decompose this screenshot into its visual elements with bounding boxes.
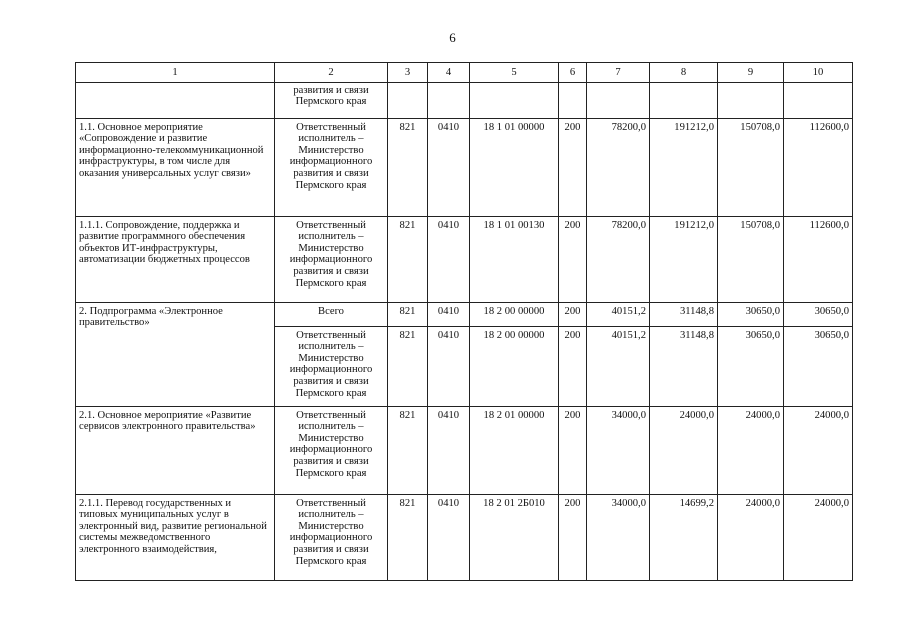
measure-name-cell: 1.1.1. Сопровождение, поддержка и развитие программного обеспечения объектов ИТ-инфраструктуры, автоматизации бюджетных процессов [76,216,275,302]
column-header: 4 [428,63,470,83]
grbs-cell: 821 [388,216,428,302]
amount-cell: 34000,0 [587,494,650,580]
amount-cell [587,82,650,118]
amount-cell [650,82,718,118]
amount-cell [718,82,784,118]
column-header: 3 [388,63,428,83]
expense-type-cell [559,82,587,118]
amount-cell: 31148,8 [650,326,718,406]
grbs-cell: 821 [388,494,428,580]
amount-cell: 30650,0 [718,326,784,406]
executor-cell: Ответственный исполнитель – Министерство информационного развития и связи Пермского края [275,118,388,216]
target-article-cell [470,82,559,118]
measure-name-cell [76,82,275,118]
table-row [76,406,853,494]
amount-cell: 24000,0 [784,406,853,494]
measure-name-cell: 2.1. Основное мероприятие «Развитие сервисов электронного правительства» [76,406,275,494]
section-cell: 0410 [428,118,470,216]
table-row [76,216,853,302]
target-article-cell: 18 1 01 00130 [470,216,559,302]
column-header: 9 [718,63,784,83]
column-header: 6 [559,63,587,83]
amount-cell: 112600,0 [784,118,853,216]
executor-cell: Ответственный исполнитель – Министерство информационного развития и связи Пермского края [275,326,388,406]
column-header: 1 [76,63,275,83]
amount-cell: 31148,8 [650,302,718,326]
grbs-cell: 821 [388,326,428,406]
amount-cell: 30650,0 [718,302,784,326]
target-article-cell: 18 2 01 00000 [470,406,559,494]
expense-type-cell: 200 [559,406,587,494]
target-article-cell: 18 2 01 2Б010 [470,494,559,580]
executor-text: развития и связи Пермского края [293,84,369,108]
measure-name-cell: 2. Подпрограмма «Электронное правительство» [76,302,275,406]
amount-cell: 24000,0 [650,406,718,494]
table-row [76,118,853,216]
amount-cell: 40151,2 [587,326,650,406]
table-row [76,302,853,326]
amount-cell: 40151,2 [587,302,650,326]
target-article-cell: 18 2 00 00000 [470,302,559,326]
amount-cell: 112600,0 [784,216,853,302]
amount-cell [784,82,853,118]
expense-type-cell: 200 [559,494,587,580]
measure-name-cell: 2.1.1. Перевод государственных и типовых муниципальных услуг в электронный вид, развитие региональной системы межведомственного электронного взаимодействия, [76,494,275,580]
amount-cell: 30650,0 [784,302,853,326]
amount-cell: 191212,0 [650,216,718,302]
executor-cell [275,82,388,118]
grbs-cell: 821 [388,406,428,494]
amount-cell: 150708,0 [718,118,784,216]
amount-cell: 24000,0 [718,494,784,580]
expense-type-cell: 200 [559,216,587,302]
section-cell: 0410 [428,302,470,326]
executor-cell: Ответственный исполнитель – Министерство информационного развития и связи Пермского края [275,494,388,580]
section-cell: 0410 [428,216,470,302]
amount-cell: 78200,0 [587,118,650,216]
expense-type-cell: 200 [559,118,587,216]
amount-cell: 34000,0 [587,406,650,494]
amount-cell: 14699,2 [650,494,718,580]
section-cell [428,82,470,118]
section-cell: 0410 [428,406,470,494]
table-row [76,494,853,580]
amount-cell: 150708,0 [718,216,784,302]
target-article-cell: 18 1 01 00000 [470,118,559,216]
section-cell: 0410 [428,326,470,406]
executor-cell: Ответственный исполнитель – Министерство информационного развития и связи Пермского края [275,406,388,494]
column-header: 7 [587,63,650,83]
column-header: 5 [470,63,559,83]
column-header: 10 [784,63,853,83]
executor-cell: Всего [275,302,388,326]
grbs-cell: 821 [388,302,428,326]
amount-cell: 191212,0 [650,118,718,216]
budget-table [75,62,853,581]
amount-cell: 24000,0 [784,494,853,580]
table-row [76,82,853,118]
page-number: 6 [449,30,456,45]
expense-type-cell: 200 [559,302,587,326]
measure-name-cell: 1.1. Основное мероприятие «Сопровождение и развитие информационно-телекоммуникационной инфраструктуры, в том числе для оказания универсальных услуг связи» [76,118,275,216]
section-cell: 0410 [428,494,470,580]
grbs-cell: 821 [388,118,428,216]
target-article-cell: 18 2 00 00000 [470,326,559,406]
amount-cell: 78200,0 [587,216,650,302]
amount-cell: 30650,0 [784,326,853,406]
amount-cell: 24000,0 [718,406,784,494]
grbs-cell [388,82,428,118]
executor-cell: Ответственный исполнитель – Министерство информационного развития и связи Пермского края [275,216,388,302]
header-row [76,63,853,83]
expense-type-cell: 200 [559,326,587,406]
column-header: 2 [275,63,388,83]
column-header: 8 [650,63,718,83]
